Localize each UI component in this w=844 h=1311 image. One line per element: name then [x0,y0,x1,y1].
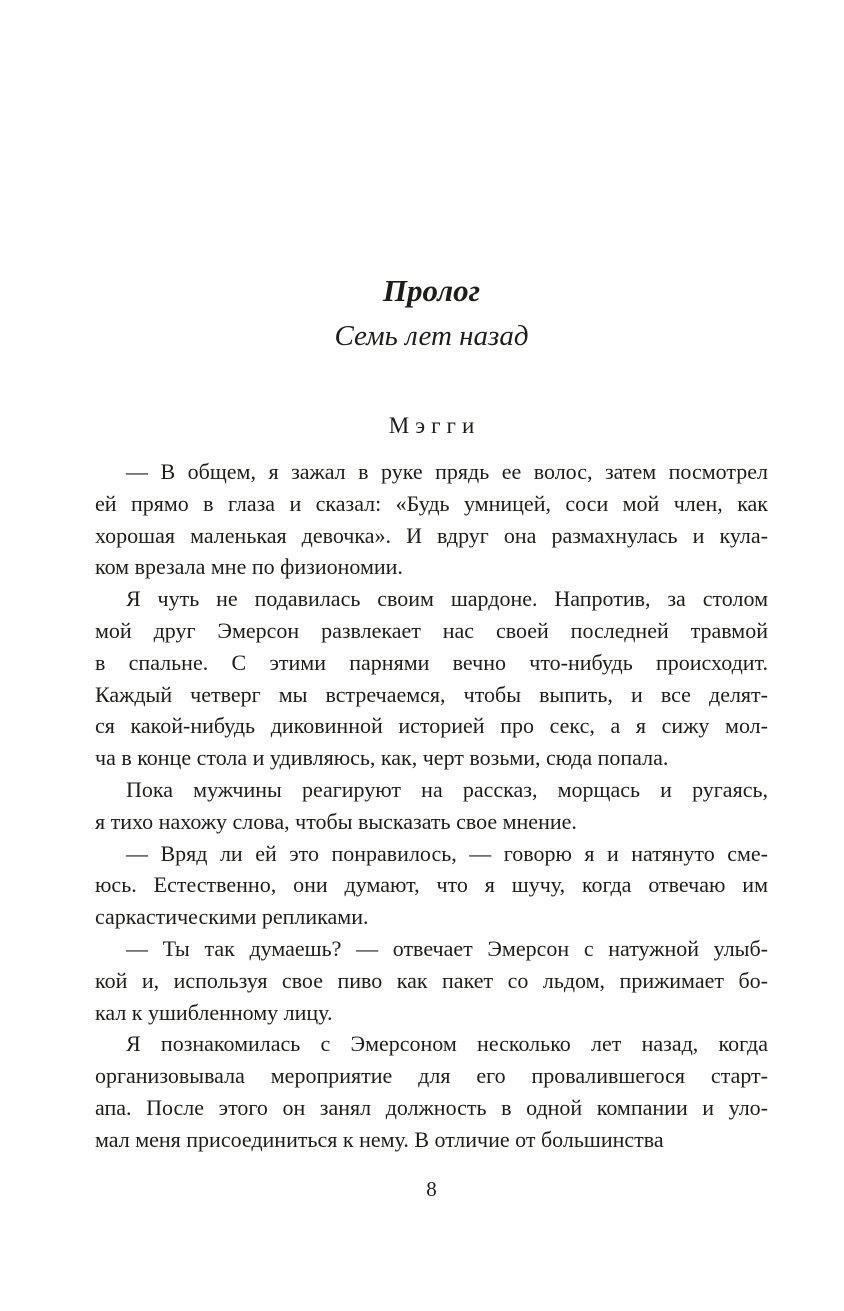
text-line: ся какой-нибудь диковинной историей про секс, а я сижу мол- [95,713,768,739]
text-line: кой и, используя свое пиво как пакет со льдом, прижимает бо- [95,967,768,993]
text-block [95,0,768,1202]
text-line: ей прямо в глаза и сказал: «Будь умницей, соси мой член, как [95,490,768,516]
text-line: я тихо нахожу слова, чтобы высказать свое мнение. [95,808,577,834]
text-line: Я познакомилась с Эмерсоном несколько лет назад, когда [126,1031,768,1057]
text-line: — В общем, я зажал в руке прядь ее волос, затем посмотрел [126,459,768,484]
text-line: юсь. Естественно, они думают, что я шучу, когда отвечаю им [95,872,768,898]
paragraph [95,774,768,838]
text-line: мал меня присоединиться к нему. В отличие от большинства [95,1126,664,1152]
paragraph [95,933,768,1028]
text-line: в спальне. С этими парнями вечно что-нибудь происходит. [95,649,768,675]
page-number: 8 [426,1176,437,1201]
text-line: — Ты так думаешь? — отвечает Эмерсон с натужной улыб- [126,935,768,961]
paragraph [95,583,768,774]
paragraph [95,1028,768,1155]
text-line: мой друг Эмерсон развлекает нас своей последней травмой [95,617,768,643]
text-line: организовывала мероприятие для его провалившегося старт- [95,1063,768,1089]
text-line: Я чуть не подавилась своим шардоне. Напротив, за столом [126,586,768,612]
paragraph [95,456,768,583]
chapter-subtitle: Семь лет назад [334,320,529,352]
text-line: — Вряд ли ей это понравилось, — говорю я и натянуто сме- [126,840,768,866]
chapter-title: Пролог [382,273,481,308]
text-line: Каждый четверг мы встречаемся, чтобы выпить, и все делят- [95,681,768,707]
paragraph [95,838,768,933]
text-line: ком врезала мне по физиономии. [95,554,403,580]
text-line: апа. После этого он занял должность в одной компании и уло- [95,1094,768,1120]
pov-heading: Мэгги [388,413,481,438]
text-line: ча в конце стола и удивляюсь, как, черт возьми, сюда попала. [95,745,669,771]
text-line: Пока мужчины реагируют на рассказ, морщась и ругаясь, [126,776,768,802]
text-line: хорошая маленькая девочка». И вдруг она размахнулась и кула- [95,522,768,548]
body-text [95,456,768,1156]
text-line: саркастическими репликами. [95,904,369,930]
text-line: кал к ушибленному лицу. [95,999,333,1025]
